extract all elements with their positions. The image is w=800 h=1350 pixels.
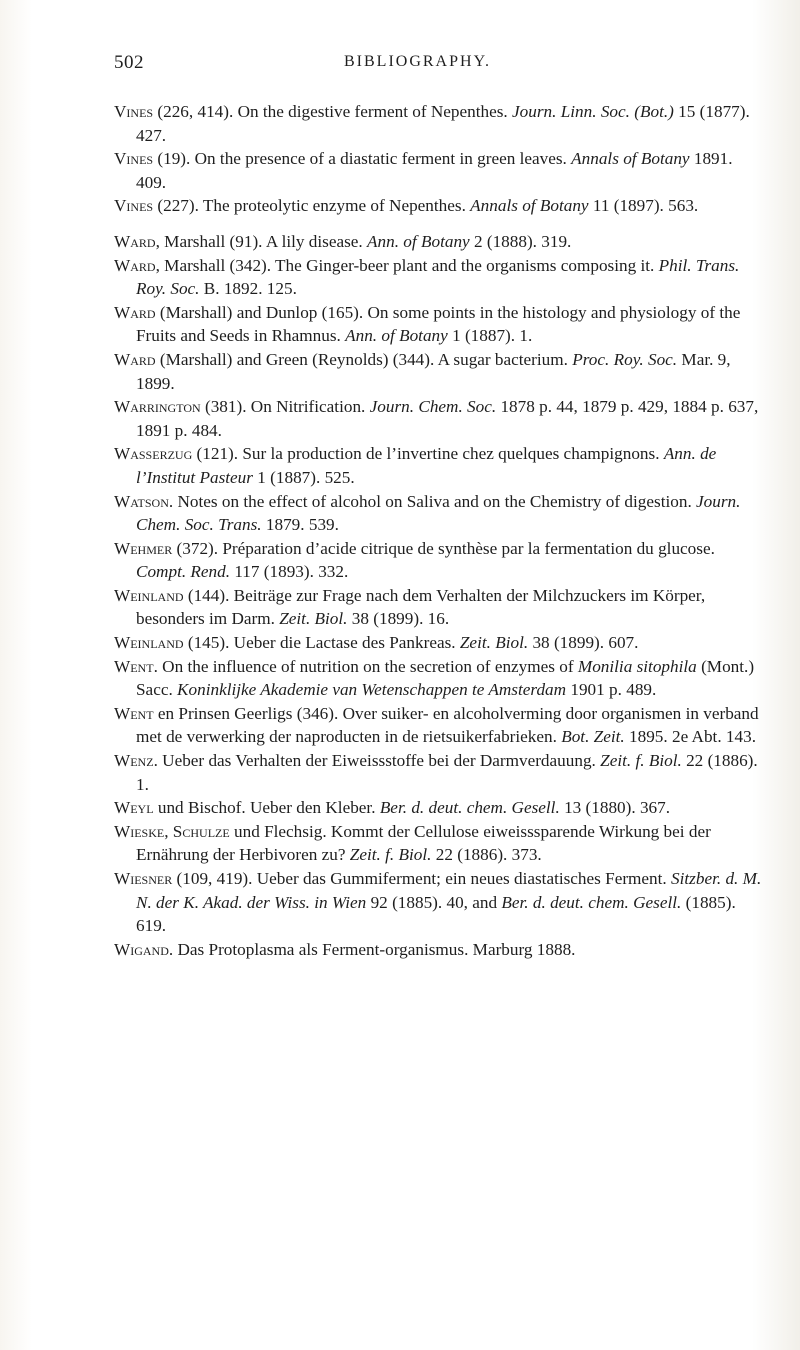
entry-details-secondary: (1885). 619. xyxy=(136,892,736,936)
entry-journal: Journ. Chem. Soc. Trans. xyxy=(136,491,741,535)
entry-description: , Marshall (342). The Ginger-beer plant and the organisms composing it. xyxy=(155,255,659,275)
entry-details: 11 (1897). 563. xyxy=(588,196,699,216)
entry-details: 22 (1886). 1. xyxy=(136,751,758,794)
entry-author: Vines xyxy=(114,196,154,216)
entry-author: Ward xyxy=(114,302,156,322)
entry-author: Weyl xyxy=(114,798,154,818)
running-title: BIBLIOGRAPHY. xyxy=(344,53,492,70)
page-header xyxy=(114,52,764,82)
entry-description: . On the influence of nutrition on the secretion of enzymes of xyxy=(153,656,578,676)
entry-journal: Monilia sitophila xyxy=(577,656,697,676)
entry-author: Went xyxy=(114,656,154,676)
entry-journal: Proc. Roy. Soc. xyxy=(572,349,678,369)
entry-description: (381). On Nitrification. xyxy=(200,397,370,417)
entry-details: (Mont.) Sacc. xyxy=(136,656,755,700)
entry-description: und Flechsig. Kommt der Cellulose eiweisssparende Wirkung bei der Ernährung der Herbivoren zu? xyxy=(136,821,711,865)
entry-author: Ward xyxy=(114,349,156,369)
bibliography-entry xyxy=(114,867,764,938)
bibliography-entry xyxy=(114,490,764,537)
entry-details: 38 (1899). 16. xyxy=(347,609,450,629)
entry-journal: Zeit. Biol. xyxy=(279,609,348,629)
entry-description: en Prinsen Geerligs (346). Over suiker- en alcoholverming door organismen in verband met de verwerking der naproducten in de rietsuikerfabrieken. xyxy=(136,703,759,747)
entry-description: (145). Ueber die Lactase des Pankreas. xyxy=(183,633,460,653)
entry-journal: Journ. Linn. Soc. (Bot.) xyxy=(512,102,674,121)
entry-description: (Marshall) and Dunlop (165). On some points in the histology and physiology of the Fruits and Seeds in Rhamnus. xyxy=(136,302,741,346)
entry-description: (Marshall) and Green (Reynolds) (344). A sugar bacterium. xyxy=(155,349,573,369)
entry-author: Ward xyxy=(114,255,156,275)
entry-details: 1895. 2e Abt. 143. xyxy=(624,727,757,747)
entry-description: (109, 419). Ueber das Gummiferment; ein neues diastatisches Ferment. xyxy=(172,869,672,888)
entry-journal: Zeit. Biol. xyxy=(459,633,529,653)
entry-details: 13 (1880). 367. xyxy=(559,798,671,818)
entry-journal: Ann. of Botany xyxy=(345,326,448,346)
bibliography-entry xyxy=(114,301,764,348)
entry-details: 117 (1893). 332. xyxy=(230,562,349,582)
entry-description: . Notes on the effect of alcohol on Saliva and on the Chemistry of digestion. xyxy=(168,491,697,511)
bibliography-entry xyxy=(114,749,764,796)
entry-author: Vines xyxy=(114,102,154,121)
bibliography-entry xyxy=(114,100,764,147)
entry-author: Wiesner xyxy=(114,869,173,888)
bibliography-entry xyxy=(114,254,764,301)
entry-details: 38 (1899). 607. xyxy=(528,633,639,653)
entry-journal: Zeit. f. Biol. xyxy=(349,845,432,865)
entry-author: Wenz xyxy=(114,751,154,771)
entry-author: Wigand xyxy=(114,939,169,959)
entry-details: B. 1892. 125. xyxy=(199,279,297,299)
page-number: 502 xyxy=(114,52,144,73)
entry-author: Wehmer xyxy=(114,538,173,558)
entry-journal: Compt. Rend. xyxy=(136,562,231,582)
entry-description: (372). Préparation d’acide citrique de synthèse par la fermentation du glucose. xyxy=(172,538,715,558)
entry-details: 1 (1887). 525. xyxy=(252,467,355,487)
entry-description: (121). Sur la production de l’invertine chez quelques champignons. xyxy=(192,444,664,464)
entry-journal: Ber. d. deut. chem. Gesell. xyxy=(379,798,560,818)
entry-author: Went xyxy=(114,703,154,723)
bibliography-entry xyxy=(114,147,764,194)
bibliography-entry xyxy=(114,537,764,584)
entry-journal: Journ. Chem. Soc. xyxy=(369,397,497,417)
entry-details: 15 (1877). 427. xyxy=(136,102,750,145)
entry-description: , Marshall (91). A lily disease. xyxy=(155,231,368,251)
bibliography-entry xyxy=(114,194,764,218)
entry-details-secondary: 1901 p. 489. xyxy=(566,680,657,700)
entry-journal-secondary: Ber. d. deut. chem. Gesell. xyxy=(501,892,682,912)
bibliography-entry xyxy=(114,230,764,254)
bibliography-entry xyxy=(114,820,764,867)
entry-description: (144). Beiträge zur Frage nach dem Verhalten der Milchzuckers im Körper, besonders im Darm. xyxy=(136,585,706,629)
entry-journal: Ann. de l’Institut Pasteur xyxy=(136,444,717,487)
entry-description: (19). On the presence of a diastatic ferment in green leaves. xyxy=(153,149,572,169)
bibliography-entry xyxy=(114,702,764,749)
entry-journal: Bot. Zeit. xyxy=(561,727,625,747)
bibliography-entry xyxy=(114,938,764,962)
entry-description: . Das Protoplasma als Ferment-organismus. Marburg 1888. xyxy=(168,939,576,959)
entry-author: Ward xyxy=(114,231,156,251)
entry-author: Weinland xyxy=(114,585,184,605)
entry-details: Mar. 9, 1899. xyxy=(136,349,731,393)
bibliography-entry xyxy=(114,796,764,820)
entry-details: 1879. 539. xyxy=(261,515,339,535)
entry-author: Vines xyxy=(114,149,154,169)
entry-author: Warrington xyxy=(114,397,201,417)
entry-journal: Annals of Botany xyxy=(470,196,589,216)
entry-description: (226, 414). On the digestive ferment of Nepenthes. xyxy=(153,102,513,121)
entry-journal: Phil. Trans. Roy. Soc. xyxy=(136,255,740,299)
bibliography-entry xyxy=(114,631,764,655)
entry-journal-secondary: Koninklijke Akademie van Wetenschappen te Amsterdam xyxy=(177,680,567,700)
bibliography-entry xyxy=(114,584,764,631)
entry-journal: Sitzber. d. M. N. der K. Akad. der Wiss. in Wien xyxy=(136,869,762,912)
entry-journal: Zeit. f. Biol. xyxy=(600,751,682,771)
entry-details: 1 (1887). 1. xyxy=(447,326,533,346)
bibliography-entry xyxy=(114,655,764,702)
entry-details: 1878 p. 44, 1879 p. 429, 1884 p. 637, 1891 p. 484. xyxy=(136,397,759,440)
bibliography-list xyxy=(114,100,764,961)
entry-journal: Annals of Botany xyxy=(571,149,690,169)
entry-description: (227). The proteolytic enzyme of Nepenthes. xyxy=(153,196,471,216)
entry-details: 22 (1886). 373. xyxy=(431,845,542,865)
entry-author: Watson xyxy=(114,491,169,511)
entry-description: und Bischof. Ueber den Kleber. xyxy=(153,798,380,818)
bibliography-entry xyxy=(114,395,764,442)
entry-journal: Ann. of Botany xyxy=(367,231,470,251)
entry-details: 92 (1885). 40, and xyxy=(366,892,502,912)
entry-author: Wieske, Schulze xyxy=(114,821,230,841)
entry-details: 2 (1888). 319. xyxy=(469,231,572,251)
entry-description: . Ueber das Verhalten der Eiweissstoffe bei der Darmverdauung. xyxy=(153,751,601,771)
entry-author: Weinland xyxy=(114,633,184,653)
bibliography-entry xyxy=(114,348,764,395)
entry-author: Wasserzug xyxy=(114,444,193,464)
entry-details: 1891. 409. xyxy=(136,149,733,192)
bibliography-entry xyxy=(114,442,764,489)
